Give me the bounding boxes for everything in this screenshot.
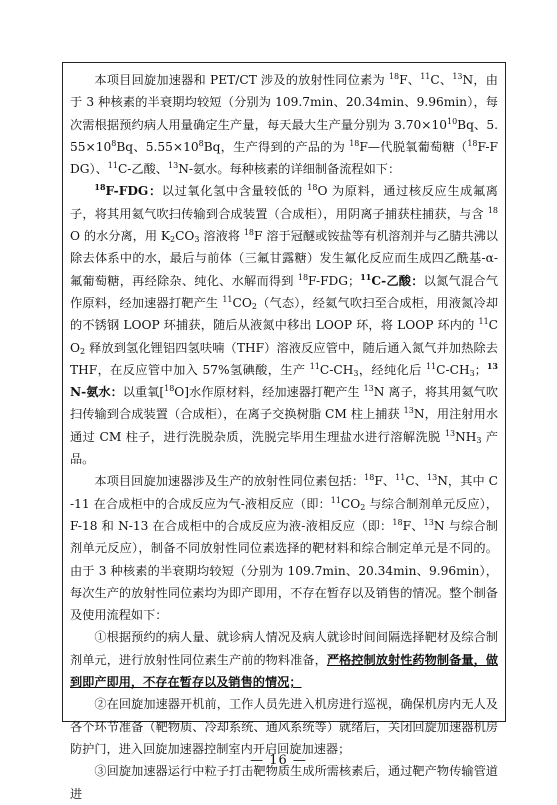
body-text: F—代脱氧葡萄糖（ (359, 139, 468, 154)
superscript-text: 11 (478, 317, 489, 327)
page-number: — 16 — (250, 753, 307, 768)
paragraph-step-2 (70, 693, 498, 760)
bold-heading-text: F-FDG： (105, 184, 162, 199)
subscript-text: 3 (469, 368, 475, 378)
superscript-text: 8 (111, 138, 117, 148)
subscript-text: 2 (251, 301, 257, 311)
body-text: N，由于 3 种核素的半衰期均较短（分别为 109.7min、20.34min、9.96min），每次需根据预约病人用量确定生产量，每天最大生产量分别为 3.70×10 (70, 73, 498, 132)
body-text: C、 (430, 73, 453, 87)
superscript-text: 18 (164, 384, 175, 394)
body-text: C、 (405, 474, 427, 489)
body-text: CO (175, 229, 195, 244)
body-text: F-FDG； (308, 273, 361, 288)
superscript-text: 18 (349, 138, 360, 148)
body-text: F 溶于冠醚或铵盐等有机溶剂并与乙腈共沸以除去体系中的水，最后与前体（三氟甘露糖）发生氟化反应而生成四乙酰基-α-氟葡萄糖，再经除杂、纯化、水解而得到 (70, 229, 498, 288)
body-text: F、 (399, 73, 421, 87)
subscript-text: 2 (170, 235, 176, 245)
body-text: NH (455, 429, 477, 444)
superscript-text: 13 (486, 360, 498, 371)
superscript-text: 13 (168, 161, 179, 171)
body-text: 产品。 (70, 429, 498, 467)
body-text: F、 (374, 474, 396, 489)
body-text: Bq、5.55×10 (116, 139, 199, 154)
body-text: CO (70, 318, 498, 355)
body-text: 以过氧化氢中含量较低的 (161, 184, 308, 199)
superscript-text: 11 (107, 161, 118, 171)
superscript-text: 13 (423, 517, 434, 527)
body-text: N，其中 C-11 在合成柜中的合成反应为气-液相反应（即： (70, 474, 498, 511)
body-text: O]水作原材料，经加速器打靶产生 (174, 385, 364, 400)
superscript-text: 11 (222, 294, 233, 304)
superscript-text: 18 (392, 517, 403, 527)
subscript-text: 3 (476, 435, 482, 445)
body-text: 以重氧[ (122, 385, 165, 400)
body-text: （气态），经氦气吹扫至合成柜，用液氮冷却的不锈钢 LOOP 环捕获，随后从液氮中移出 LOOP 环，将 LOOP 环内的 (70, 295, 499, 333)
body-text: CO (340, 496, 361, 511)
body-text: ③回旋加速器运行中粒子打击靶物质生成所需核素后，通过靶产物传输管道进 (70, 764, 498, 801)
superscript-text: 11 (360, 271, 372, 282)
body-text: O 的水分离，用 K (70, 229, 170, 244)
superscript-text: 11 (330, 495, 341, 505)
body-text: 释放到氢化锂铝四氢呋喃（THF）溶液反应管中，随后通入氮气并加热除去 THF，在反应管中加入 57%氢碘酸，生产 (70, 340, 498, 377)
subscript-text: 3 (353, 368, 359, 378)
superscript-text: 13 (444, 428, 456, 438)
subscript-text: 3 (194, 235, 200, 245)
body-text: F、 (402, 518, 424, 533)
superscript-text: 11 (420, 72, 431, 81)
bold-heading-text: C-乙酸： (371, 273, 424, 288)
superscript-text: 13 (427, 473, 438, 483)
subscript-text: 2 (80, 346, 86, 356)
paragraph-isotopes-overview (70, 69, 498, 180)
superscript-text: 18 (297, 272, 309, 282)
superscript-text: 18 (388, 72, 400, 81)
superscript-text: 11 (395, 473, 406, 483)
body-text: N 与综合制剂单元反应），制备不同放射性同位素选择的靶材料和综合制定单元是不同的。由于 3 种核素的半衰期均较短（分别为 109.7min、20.34min、9.96min），每次生产的放射性同位素均为即产即用，不存在暂存以及销售的情况。整个制备及使用流程如下： (70, 518, 498, 623)
superscript-text: 13 (363, 384, 374, 394)
paragraph-preparation-process (70, 180, 498, 470)
body-text: 与综合制剂单元反应），F-18 和 N-13 在合成柜中的合成反应为液-液相反应（即： (70, 496, 498, 533)
superscript-text: 13 (403, 406, 414, 416)
superscript-text: 10 (446, 116, 458, 126)
body-text: Bq、5.55×10 (70, 117, 498, 154)
emphasized-text: 严格控制放射性药物制备量，做到即产即用，不存在暂存以及销售的情况； (70, 652, 499, 690)
superscript-text: 18 (364, 473, 375, 483)
bold-heading-text: N-氨水： (70, 385, 123, 400)
body-text: ①根据预约的病人量、就诊病人情况及病人就诊时间间隔选择靶材及综合制剂单元，进行放射性同位素生产前的物料准备， (70, 630, 498, 667)
body-text: O 为原料，通过核反应生成氟离子，将其用氦气吹扫传输到合成装置（合成柜），用阴离子捕获柱捕获，与含 (70, 184, 498, 221)
body-text: ，经纯化后 (358, 362, 426, 377)
superscript-text: 18 (467, 138, 478, 148)
body-text: ； (474, 362, 487, 377)
body-text: 溶液将 (199, 229, 244, 244)
body-text: F-FDG）、 (70, 139, 498, 177)
superscript-text: 18 (94, 182, 106, 193)
subscript-text: 2 (360, 502, 366, 512)
body-text: C-CH (319, 362, 354, 377)
superscript-text: 18 (487, 205, 498, 215)
body-text: 本项目回旋加速器和 PET/CT 涉及的放射性同位素为 (94, 73, 389, 87)
body-text: CO (232, 295, 252, 310)
body-text: N，用注射用水通过 CM 柱子，进行洗脱杂质，洗脱完毕用生理盐水进行溶解洗脱 (70, 407, 499, 444)
superscript-text: 11 (309, 361, 320, 371)
body-text: C-乙酸、 (117, 162, 168, 177)
paragraph-step-1 (70, 626, 498, 693)
body-text: C-CH (436, 362, 470, 377)
paragraph-production-summary (70, 470, 498, 626)
superscript-text: 18 (307, 183, 318, 193)
body-text: ②在回旋加速器开机前，工作人员先进入机房进行巡视，确保机房内无人及各个环节准备（靶物质、冷却系统、通风系统等）就绪后，关闭回旋加速器机房防护门，进入回旋加速器控制室内开启回旋加速器； (70, 697, 498, 756)
body-text: Bq，生产得到的产品的为 (203, 139, 350, 154)
body-text: 本项目回旋加速器涉及生产的放射性同位素包括： (94, 474, 365, 489)
superscript-text: 11 (425, 361, 437, 371)
superscript-text: 18 (243, 228, 255, 238)
superscript-text: 8 (198, 138, 204, 148)
superscript-text: 13 (452, 72, 463, 81)
body-text: N-氨水。每种核素的详细制备流程如下： (178, 162, 401, 177)
body-text: N 离子，将其用氦气吹扫传输到合成装置（合成柜），在离子交换树脂 CM 柱上捕获 (70, 385, 499, 422)
document-body (70, 69, 498, 805)
body-text: 以氮气混合气作原料，经加速器打靶产生 (70, 273, 499, 310)
